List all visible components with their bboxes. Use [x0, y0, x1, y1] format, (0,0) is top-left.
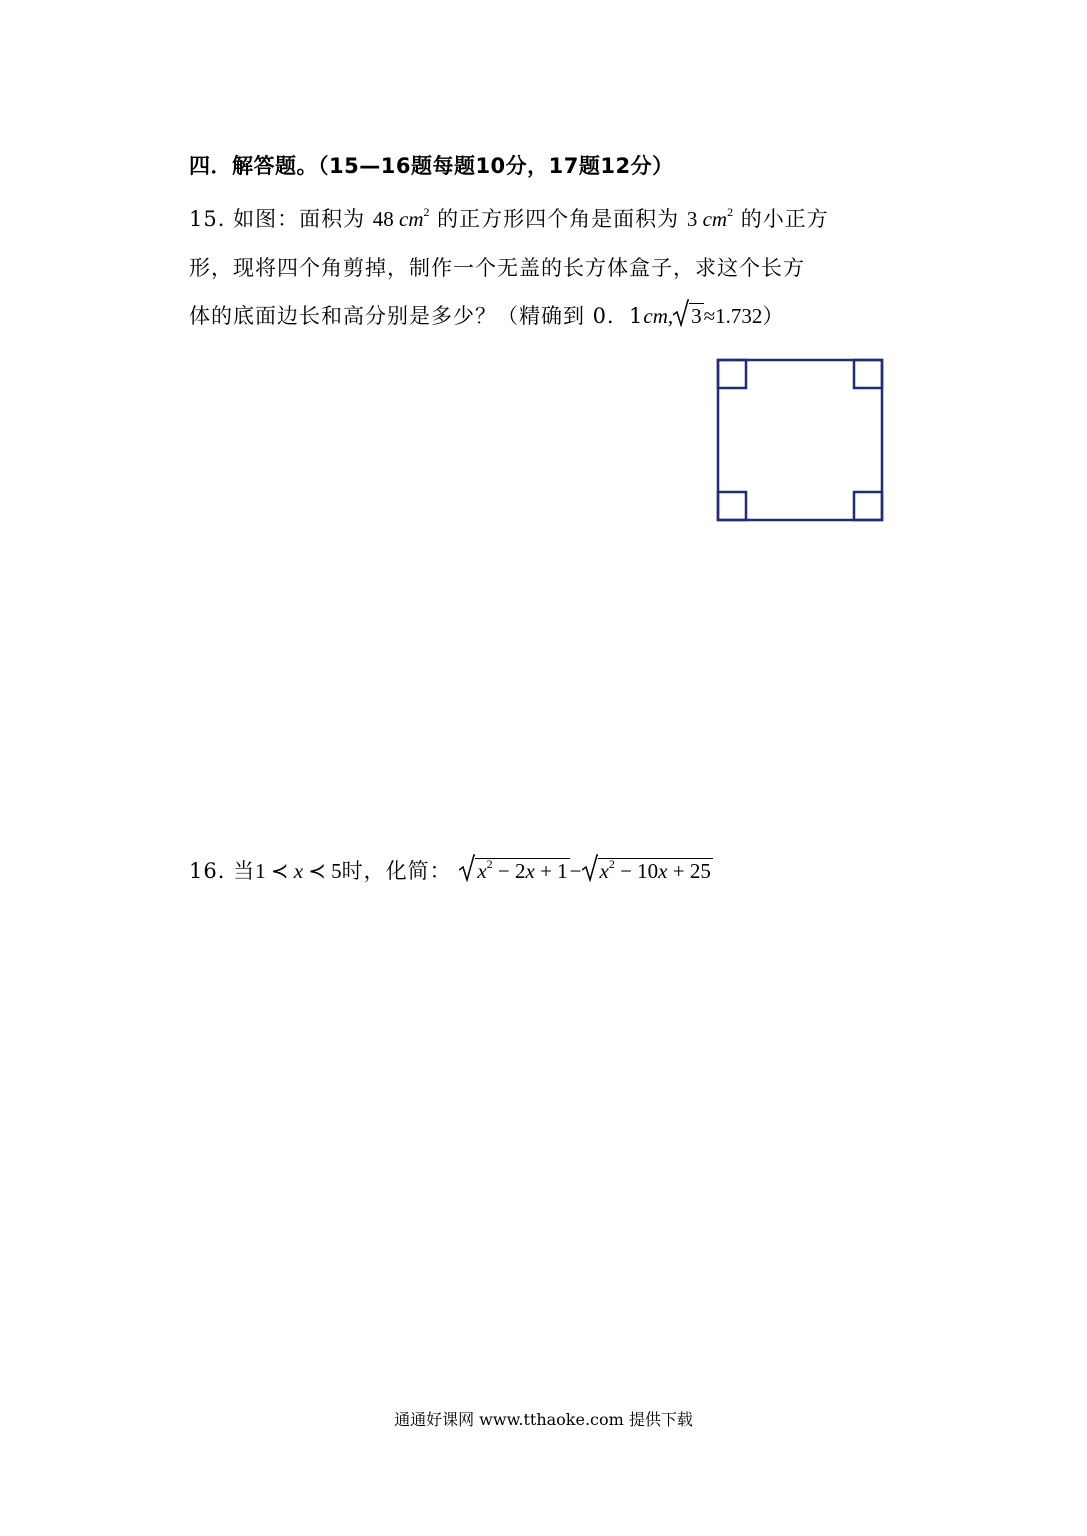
exponent: 2: [608, 857, 615, 871]
var-x: x: [599, 859, 609, 883]
sqrt-term-1: [459, 858, 569, 884]
term: + 1: [534, 859, 568, 883]
term: − 10: [614, 859, 659, 883]
sqrt-radicand: 3: [691, 304, 702, 328]
prec-symbol: ≺: [308, 859, 326, 883]
cond-upper: 5: [331, 859, 342, 883]
q15-text-a: 15. 如图：面积为: [189, 207, 373, 231]
q16-condition: [255, 859, 342, 883]
corner-square-top-right: [854, 360, 882, 388]
comma: ,: [667, 304, 674, 328]
outer-square: [718, 360, 882, 520]
radical-sign-icon: [459, 854, 475, 882]
q15-text-c: 的小正方: [733, 207, 829, 231]
cond-variable: x: [293, 859, 304, 883]
big-area-value: 48: [372, 207, 394, 231]
big-area-expr: [373, 207, 430, 231]
sqrt-three: [673, 303, 704, 329]
var-x: x: [658, 859, 668, 883]
q16-line: [189, 855, 713, 885]
radical-sign-icon: [673, 299, 689, 327]
q15-line-1: [189, 203, 829, 233]
sqrt-term-2: [582, 858, 713, 884]
q15-text-d: 体的底面边长和高分别是多少？（精确到 0．1: [189, 304, 644, 328]
unit-cm: cm: [702, 207, 728, 231]
unit-exponent: 2: [727, 205, 734, 219]
q15-text-b: 的正方形四个角是面积为: [429, 207, 687, 231]
precision-expr: [643, 304, 762, 328]
square-cutout-figure: [716, 358, 886, 524]
q15-close-paren: ）: [762, 304, 785, 328]
minus-sign: −: [569, 859, 582, 883]
var-x: x: [525, 859, 535, 883]
q16-label: 16. 当: [189, 859, 256, 883]
small-area-value: 3: [686, 207, 698, 231]
approx-value: ≈1.732: [703, 304, 763, 328]
small-area-expr: [687, 207, 733, 231]
page-footer: 通通好课网 www.tthaoke.com 提供下载: [394, 1410, 693, 1429]
corner-square-bottom-right: [854, 492, 882, 520]
radicand-1: [475, 858, 569, 883]
exponent: 2: [486, 857, 493, 871]
corner-square-top-left: [718, 360, 746, 388]
corner-square-bottom-left: [718, 492, 746, 520]
q15-line-2: 形，现将四个角剪掉，制作一个无盖的长方体盒子，求这个长方: [189, 256, 805, 280]
term: + 25: [667, 859, 711, 883]
q16-expression: [459, 859, 713, 883]
cond-lower: 1: [255, 859, 266, 883]
unit-exponent: 2: [423, 205, 430, 219]
radicand-2: [598, 858, 713, 883]
q15-line-3: [189, 300, 784, 330]
unit-cm: cm: [399, 207, 424, 231]
radical-sign-icon: [582, 854, 598, 882]
unit-cm: cm: [643, 304, 668, 328]
section-heading: 四．解答题。（15—16题每题10分，17题12分）: [189, 154, 674, 178]
q16-instruction: 时，化简：: [341, 859, 452, 883]
var-x: x: [477, 859, 487, 883]
term: − 2: [492, 859, 526, 883]
prec-symbol: ≺: [270, 859, 289, 883]
